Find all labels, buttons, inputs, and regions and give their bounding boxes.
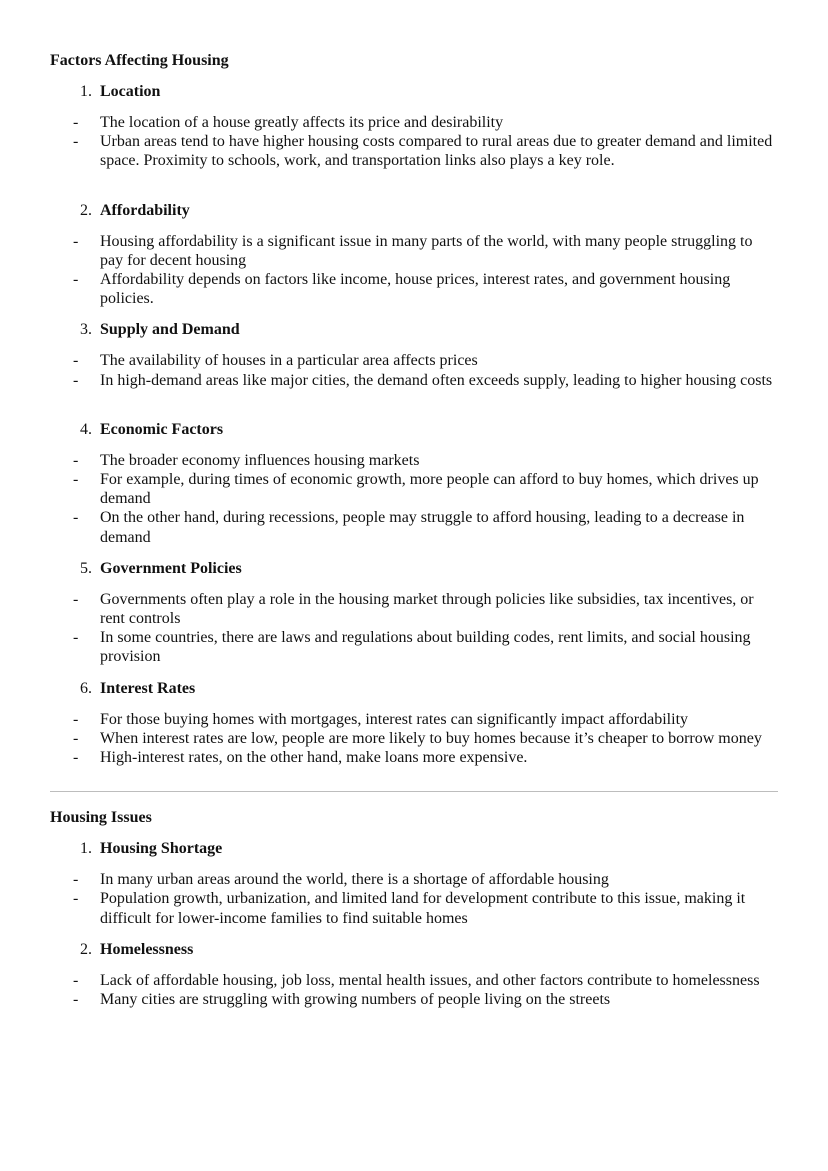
list-item — [50, 710, 778, 729]
bullet-marker: - — [73, 451, 79, 469]
item-heading — [50, 679, 778, 698]
bullet-text: Governments often play a role in the housing market through policies like subsidies, tax incentives, or rent controls — [100, 590, 754, 628]
item-title: Location — [100, 83, 161, 100]
bullet-text: Lack of affordable housing, job loss, mental health issues, and other factors contribute to homelessness — [100, 971, 760, 989]
list-item — [50, 971, 778, 990]
list-item — [50, 132, 778, 170]
bullet-list — [50, 590, 778, 667]
bullet-text: Urban areas tend to have higher housing costs compared to rural areas due to greater demand and limited space. Proximity to schools, work, and transportation links also plays a key role. — [100, 133, 773, 170]
bullet-text: Affordability depends on factors like income, house prices, interest rates, and government housing policies. — [100, 271, 731, 308]
bullet-marker: - — [73, 971, 79, 989]
bullet-marker: - — [73, 871, 79, 889]
bullet-marker: - — [73, 114, 79, 131]
bullet-list — [50, 971, 778, 1009]
bullet-marker: - — [73, 890, 79, 908]
item-heading — [50, 201, 778, 220]
item-number: 4. — [80, 420, 92, 438]
bullet-marker: - — [73, 629, 79, 647]
bullet-text: Many cities are struggling with growing numbers of people living on the streets — [100, 991, 611, 1009]
list-item — [50, 270, 778, 308]
item-title: Supply and Demand — [100, 321, 240, 339]
item-heading — [50, 940, 778, 959]
bullet-marker: - — [73, 133, 79, 151]
item-heading — [50, 839, 778, 858]
list-item — [50, 470, 778, 508]
bullet-list — [50, 710, 778, 768]
list-item — [50, 590, 778, 628]
item-number: 1. — [80, 83, 92, 100]
section-title-housing-issues: Housing Issues — [50, 809, 152, 827]
bullet-text: The location of a house greatly affects its price and desirability — [100, 114, 504, 131]
item-heading — [50, 82, 778, 101]
list-item — [50, 729, 778, 748]
item-heading — [50, 320, 778, 339]
list-item — [50, 351, 778, 370]
item-number: 2. — [80, 201, 92, 219]
list-item — [50, 232, 778, 270]
item-number: 1. — [80, 840, 92, 858]
bullet-marker: - — [73, 371, 79, 389]
bullet-marker: - — [73, 352, 79, 370]
item-title: Homelessness — [100, 940, 194, 958]
bullet-list — [50, 113, 778, 171]
item-number: 3. — [80, 321, 92, 339]
factor-supply-demand — [50, 320, 778, 389]
bullet-text: In some countries, there are laws and regulations about building codes, rent limits, and social housing provision — [100, 629, 751, 666]
bullet-marker: - — [73, 471, 79, 489]
section-title-factors: Factors Affecting Housing — [50, 52, 229, 69]
bullet-marker: - — [73, 271, 79, 289]
item-number: 5. — [80, 559, 92, 577]
bullet-marker: - — [73, 509, 79, 527]
list-item — [50, 371, 778, 390]
list-item — [50, 889, 778, 927]
bullet-text: When interest rates are low, people are more likely to buy homes because it’s cheaper to borrow money — [100, 729, 762, 747]
bullet-text: Housing affordability is a significant issue in many parts of the world, with many people struggling to pay for decent housing — [100, 232, 753, 269]
bullet-text: In many urban areas around the world, there is a shortage of affordable housing — [100, 871, 609, 889]
list-item — [50, 870, 778, 889]
bullet-list — [50, 351, 778, 389]
item-heading — [50, 420, 778, 439]
issue-housing-shortage — [50, 839, 778, 928]
factor-location — [50, 82, 778, 171]
bullet-marker: - — [73, 729, 79, 747]
bullet-marker: - — [73, 710, 79, 728]
bullet-text: On the other hand, during recessions, people may struggle to afford housing, leading to a decrease in demand — [100, 509, 745, 546]
list-item — [50, 508, 778, 546]
bullet-list — [50, 451, 778, 547]
bullet-text: The availability of houses in a particular area affects prices — [100, 352, 478, 370]
factor-interest-rates — [50, 679, 778, 768]
item-number: 2. — [80, 940, 92, 958]
list-item — [50, 451, 778, 470]
section-divider — [50, 791, 778, 792]
factor-government — [50, 559, 778, 667]
bullet-list — [50, 870, 778, 928]
item-heading — [50, 559, 778, 578]
item-number: 6. — [80, 679, 92, 697]
bullet-list — [50, 232, 778, 309]
item-title: Economic Factors — [100, 420, 224, 438]
bullet-text: Population growth, urbanization, and limited land for development contribute to this issue, making it difficult for lower-income families to find suitable homes — [100, 890, 746, 927]
item-title: Affordability — [100, 201, 190, 219]
list-item — [50, 748, 778, 767]
item-title: Housing Shortage — [100, 840, 223, 858]
bullet-text: For those buying homes with mortgages, interest rates can significantly impact affordability — [100, 710, 689, 728]
list-item — [50, 990, 778, 1009]
item-title: Government Policies — [100, 559, 242, 577]
bullet-marker: - — [73, 749, 79, 767]
bullet-text: High-interest rates, on the other hand, make loans more expensive. — [100, 749, 528, 767]
bullet-text: The broader economy influences housing markets — [100, 451, 420, 469]
item-title: Interest Rates — [100, 679, 196, 697]
list-item — [50, 113, 778, 132]
bullet-marker: - — [73, 232, 79, 250]
bullet-text: In high-demand areas like major cities, the demand often exceeds supply, leading to higher housing costs — [100, 371, 773, 389]
factor-affordability — [50, 201, 778, 309]
factor-economic — [50, 420, 778, 547]
list-item — [50, 628, 778, 666]
bullet-marker: - — [73, 590, 79, 608]
issue-homelessness — [50, 940, 778, 1009]
bullet-text: For example, during times of economic growth, more people can afford to buy homes, which drives up demand — [100, 471, 759, 508]
bullet-marker: - — [73, 991, 79, 1009]
